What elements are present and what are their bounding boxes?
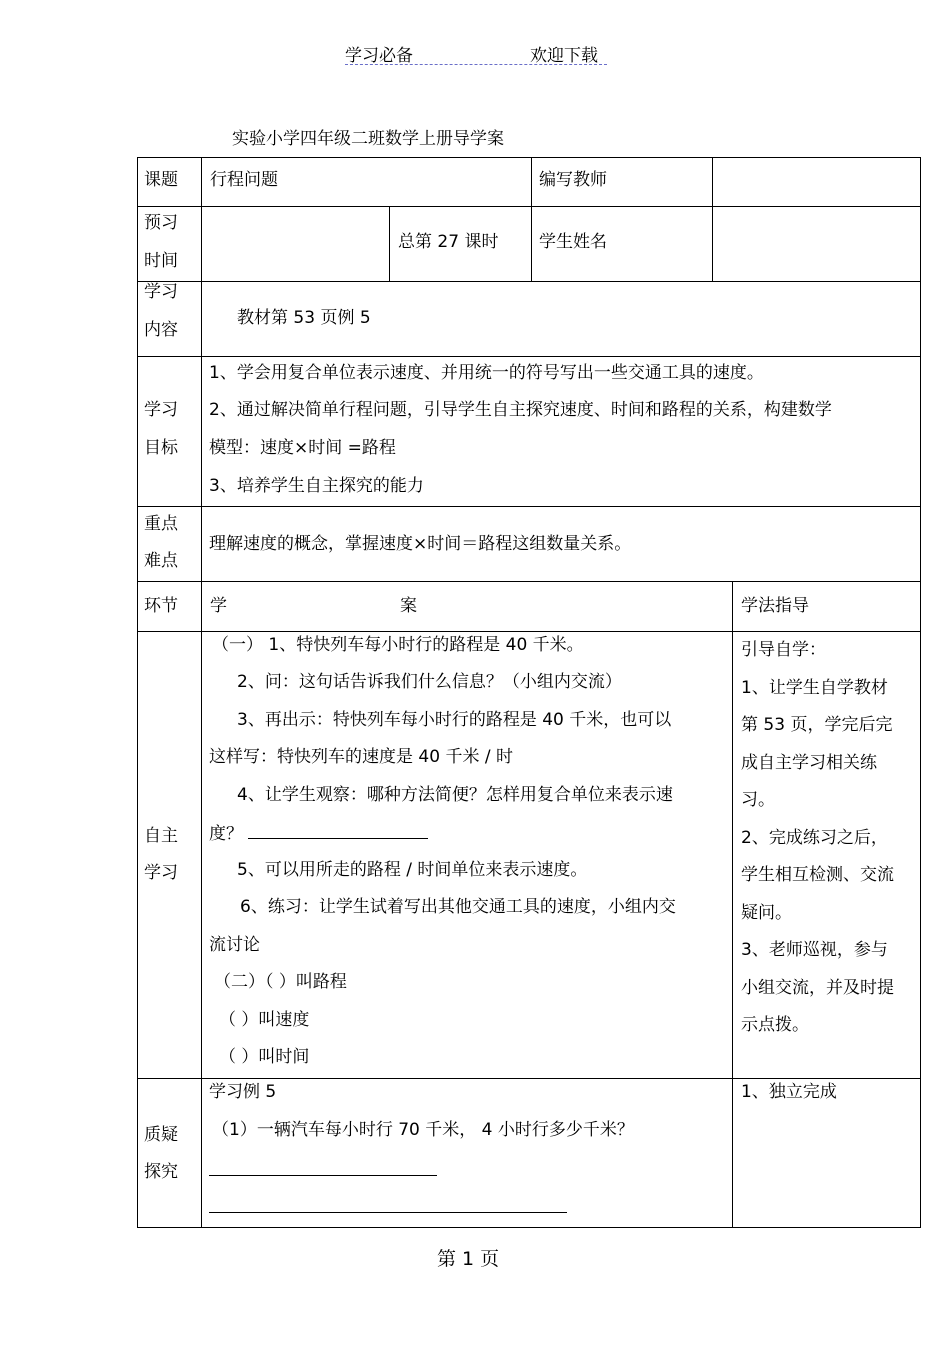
- inquiry-line: （1）一辆汽车每小时行 70 千米， 4 小时行多少千米？: [212, 1120, 634, 1140]
- guide-line: 小组交流，并及时提: [741, 978, 894, 998]
- guide-line: 第 53 页，学完后完: [741, 715, 893, 735]
- label-topic: 课题: [144, 170, 178, 190]
- study-line-text: 度？: [209, 824, 243, 844]
- guide-line: 示点拨。: [741, 1015, 809, 1035]
- cell-stage-label: [137, 582, 202, 632]
- study-line: 这样写：特快列车的速度是 40 千米 / 时: [209, 747, 513, 767]
- cell-self-study: [202, 632, 733, 1079]
- label-teacher: 编写教师: [539, 170, 607, 190]
- definition-line: （ ）叫时间: [219, 1047, 310, 1067]
- content-value: 教材第 53 页例 5: [237, 308, 371, 328]
- cell-student-label: [532, 207, 713, 282]
- cell-inquiry-guide: [733, 1079, 921, 1228]
- keypoints-value: 理解速度的概念，掌握速度×时间＝路程这组数量关系。: [209, 534, 632, 554]
- study-line: 3、再出示：特快列车每小时行的路程是 40 千米，也可以: [237, 710, 672, 730]
- page-number: 第 1 页: [437, 1248, 500, 1270]
- cell-objectives: [202, 357, 921, 507]
- cell-guide-header: [733, 582, 921, 632]
- header-dashed-rule: [345, 64, 607, 65]
- guide-line: 习。: [741, 790, 775, 810]
- lesson-number: 总第 27 课时: [398, 232, 499, 252]
- guide-line: 引导自学：: [741, 640, 826, 660]
- cell-lesson-number: [390, 207, 532, 282]
- guide-line: 疑问。: [741, 903, 792, 923]
- plan-header-a: 学: [210, 596, 227, 616]
- label-preview-2: 时间: [144, 251, 178, 271]
- guide-line: 3、老师巡视，参与: [741, 940, 888, 960]
- cell-keypoints: [202, 507, 921, 582]
- cell-topic: [202, 157, 532, 207]
- cell-plan-header: [202, 582, 733, 632]
- objective-line: 2、通过解决简单行程问题，引导学生自主探究速度、时间和路程的关系，构建数学: [209, 400, 832, 420]
- label-objectives-2: 目标: [144, 438, 178, 458]
- cell-topic-label: [137, 157, 202, 207]
- header-right: 欢迎下载: [530, 46, 598, 66]
- cell-keypoints-label: [137, 507, 202, 582]
- header-left: 学习必备: [345, 46, 413, 66]
- cell-teacher-label: [532, 157, 713, 207]
- inquiry-line: 学习例 5: [209, 1082, 277, 1102]
- cell-content-label: [137, 282, 202, 357]
- cell-student-value: [713, 207, 921, 282]
- label-stage: 环节: [144, 596, 178, 616]
- guide-line: 学生相互检测、交流: [741, 865, 894, 885]
- study-line: （一） 1、特快列车每小时行的路程是 40 千米。: [212, 635, 584, 655]
- answer-blank[interactable]: [248, 824, 428, 839]
- guide-header: 学法指导: [741, 596, 809, 616]
- inquiry-guide: 1、独立完成: [741, 1082, 837, 1102]
- definition-line: （ ）叫速度: [219, 1010, 310, 1030]
- definition-line: （二）（ ）叫路程: [214, 972, 347, 992]
- cell-self-study-label: [137, 632, 202, 1079]
- plan-header-b: 案: [400, 596, 417, 616]
- label-self-study-2: 学习: [144, 863, 178, 883]
- cell-content: [202, 282, 921, 357]
- label-content-1: 学习: [144, 282, 178, 302]
- answer-line[interactable]: [209, 1212, 567, 1213]
- objective-line: 3、培养学生自主探究的能力: [209, 476, 424, 496]
- label-self-study-1: 自主: [144, 826, 178, 846]
- cell-teacher-value: [713, 157, 921, 207]
- study-line: [209, 824, 428, 843]
- objective-line: 1、学会用复合单位表示速度、并用统一的符号写出一些交通工具的速度。: [209, 363, 764, 383]
- guide-line: 2、完成练习之后，: [741, 828, 888, 848]
- study-line: 4、让学生观察：哪种方法简便？怎样用复合单位来表示速: [237, 785, 673, 805]
- label-inquiry-1: 质疑: [144, 1125, 178, 1145]
- lesson-table: [137, 157, 921, 1228]
- topic-value: 行程问题: [210, 170, 278, 190]
- objective-line: 模型：速度×时间 =路程: [209, 438, 396, 458]
- study-line: 2、问：这句话告诉我们什么信息？（小组内交流）: [237, 672, 622, 692]
- guide-line: 成自主学习相关练: [741, 753, 877, 773]
- cell-preview-time: [202, 207, 390, 282]
- guide-line: 1、让学生自学教材: [741, 678, 888, 698]
- label-preview-1: 预习: [144, 213, 178, 233]
- answer-line[interactable]: [209, 1175, 437, 1176]
- label-inquiry-2: 探究: [144, 1162, 178, 1182]
- document-title: 实验小学四年级二班数学上册导学案: [232, 129, 504, 149]
- label-content-2: 内容: [144, 320, 178, 340]
- cell-preview-label: [137, 207, 202, 282]
- cell-inquiry-label: [137, 1079, 202, 1228]
- study-line: 流讨论: [209, 935, 260, 955]
- cell-objectives-label: [137, 357, 202, 507]
- label-keypoints-2: 难点: [144, 551, 178, 571]
- cell-inquiry: [202, 1079, 733, 1228]
- cell-self-study-guide: [733, 632, 921, 1079]
- label-keypoints-1: 重点: [144, 514, 178, 534]
- label-student: 学生姓名: [539, 232, 607, 252]
- label-objectives-1: 学习: [144, 400, 178, 420]
- study-line: 5、可以用所走的路程 / 时间单位来表示速度。: [237, 860, 588, 880]
- study-line: 6、练习：让学生试着写出其他交通工具的速度，小组内交: [240, 897, 676, 917]
